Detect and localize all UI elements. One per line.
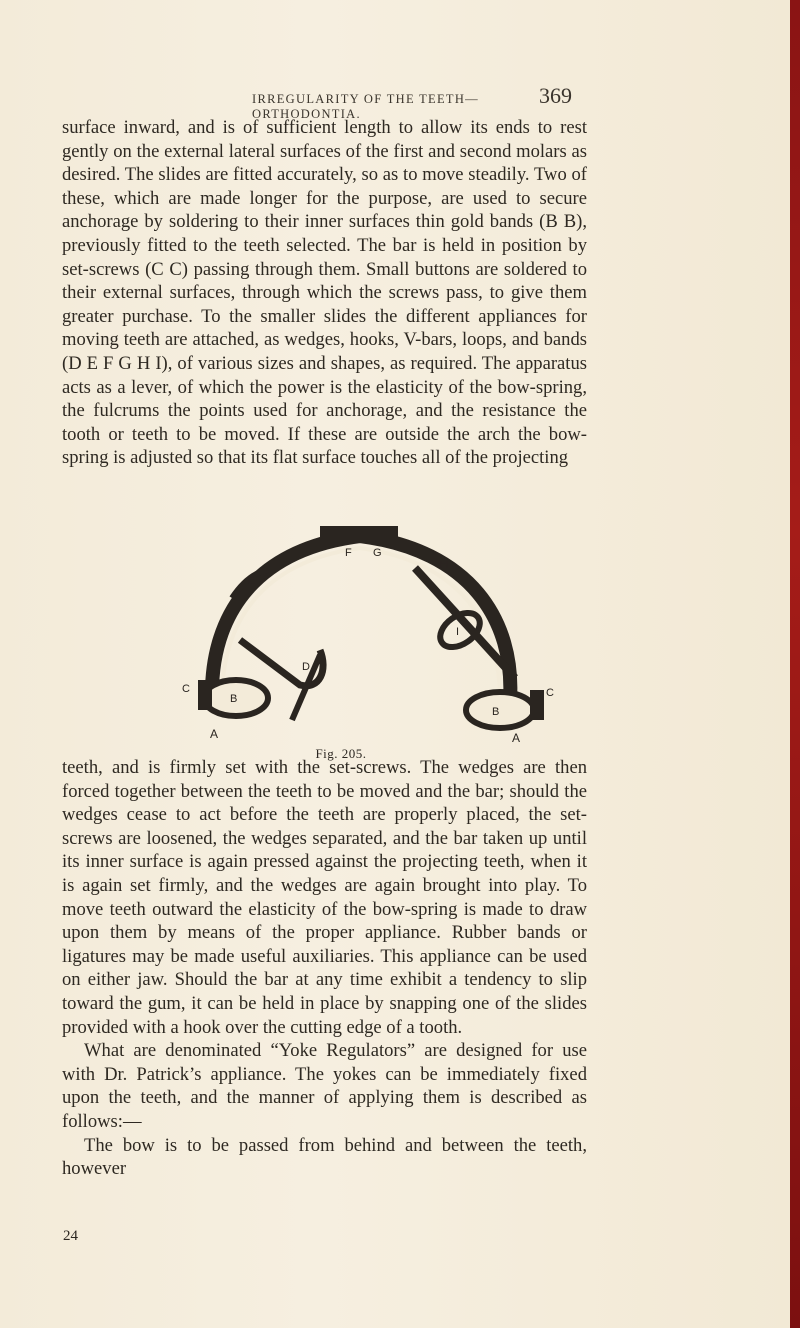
figure-label-a: A — [210, 727, 219, 741]
figure-label-f: F — [345, 547, 352, 559]
figure-label-c: C — [546, 687, 554, 699]
figure-label-a: A — [512, 731, 521, 745]
body-text-top — [62, 116, 587, 470]
screw-c-left — [198, 680, 212, 710]
paragraph: The bow is to be passed from behind and between the teeth, however — [62, 1134, 587, 1180]
figure-bow-spring-appliance — [170, 520, 560, 745]
figure-label-b: B — [230, 693, 238, 705]
paragraph: What are denominated “Yoke Regulators” are designed for use with Dr. Patrick’s appliance. The yokes can be immediately fixed upon the teeth, and the manner of applying them is described as follows:— — [62, 1040, 587, 1132]
band-b-right — [466, 692, 534, 728]
page-edge — [790, 0, 800, 1328]
body-text-bottom — [62, 756, 587, 1181]
figure-label-e: E — [248, 575, 256, 587]
figure-label-h: H — [440, 559, 448, 571]
screw-c-right — [530, 690, 544, 720]
running-head: IRREGULARITY OF THE TEETH—ORTHODONTIA. — [252, 92, 479, 121]
figure-label-b: B — [492, 706, 500, 718]
paragraph: teeth, and is firmly set with the set-screws. The wedges are then forced together between the teeth to be moved and the bar; should the wedges cease to act before the teeth are properly placed, the set-screws are loosened, the wedges separated, and the bar taken up until its inner surface is again pressed against the projecting teeth, when it is again set firmly, and the wedges are again brought into play. To move teeth outward the elasticity of the bow-spring is made to draw upon them by means of the proper appliance. Rubber bands or ligatures may be made useful auxiliaries. This appliance can be used on either jaw. Should the bar at any time exhibit a tendency to slip toward the gum, it can be held in place by snapping one of the slides provided with a hook over the cutting edge of a tooth. — [62, 757, 587, 1038]
figure-caption: Fig. 205. — [315, 746, 367, 761]
paragraph: surface inward, and is of sufficient length to allow its ends to rest gently on the external lateral surfaces of the first and second molars as desired. The slides are fitted accurately, so as to move steadily. Two of these, which are made longer for the purpose, are used to secure anchorage by soldering to their inner surfaces thin gold bands (B B), previously fitted to the teeth selected. The bar is held in position by set-screws (C C) passing through them. Small buttons are soldered to their external surfaces, through which the screws pass, to give them greater purchase. To the smaller slides the different appliances for moving teeth are attached, as wedges, hooks, V-bars, loops, and bands (D E F G H I), of various sizes and shapes, as required. The apparatus acts as a lever, of which the power is the elasticity of the bow-spring, the fulcrums the points used for anchorage, and the resistance the tooth or teeth to be moved. If these are outside the arch the bow-spring is adjusted so that its flat surface touches all of the projecting — [62, 117, 587, 469]
signature-mark: 24 — [63, 1228, 78, 1244]
figure-label-g: G — [373, 547, 382, 559]
slide-top — [320, 526, 398, 540]
figure-label-i: I — [456, 626, 460, 638]
figure-label-d: D — [302, 661, 310, 673]
figure-label-c: C — [182, 683, 190, 695]
page-number: 369 — [539, 83, 572, 108]
